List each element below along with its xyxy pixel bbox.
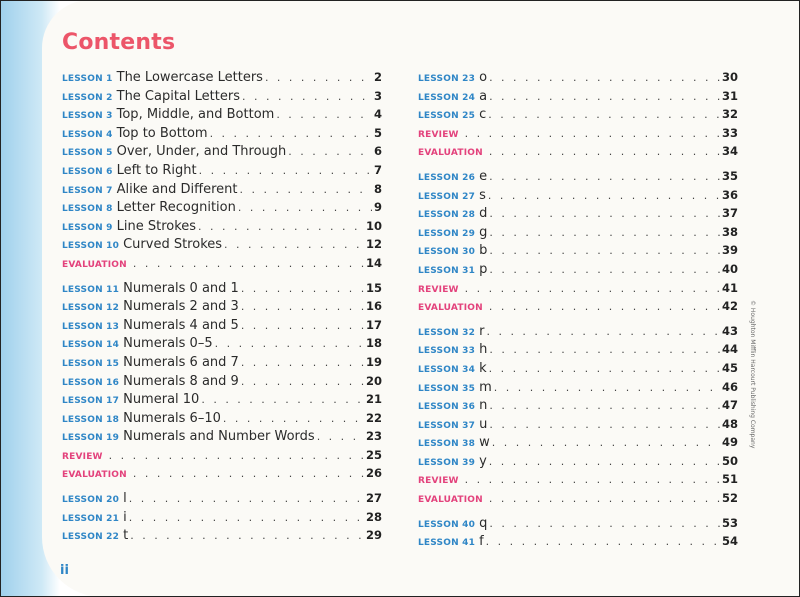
dot-leader (489, 88, 720, 106)
toc-entry (62, 279, 382, 298)
dot-leader (133, 465, 364, 483)
entry-label: EVALUATION (62, 470, 127, 481)
entry-title: Over, Under, and Through (116, 144, 287, 160)
toc-entry (62, 446, 382, 465)
page-number: 39 (721, 243, 738, 258)
dot-leader (489, 242, 720, 260)
page-number: 51 (721, 472, 738, 487)
dot-leader (486, 533, 720, 551)
entry-label: LESSON 11 (62, 284, 120, 295)
toc-entry (418, 68, 738, 87)
entry-title: h (479, 342, 488, 358)
entry-label: LESSON 2 (62, 92, 113, 103)
dot-leader (489, 298, 720, 316)
page-number: 2 (373, 70, 382, 84)
copyright-credit: © Houghton Mifflin Harcourt Publishing Company (749, 300, 756, 449)
dot-leader (238, 199, 372, 217)
toc-entry (62, 372, 382, 391)
entry-title: q (479, 515, 488, 531)
toc-entry (62, 526, 382, 545)
toc-entry (62, 427, 382, 446)
toc-entry (62, 390, 382, 409)
entry-label: LESSON 32 (418, 327, 476, 338)
toc-entry (418, 260, 738, 279)
toc-entry (62, 161, 382, 180)
dot-leader (489, 416, 720, 434)
toc-entry (418, 322, 738, 341)
page-number: 50 (721, 453, 738, 468)
page-number: 38 (721, 224, 738, 239)
page-number: 44 (721, 342, 738, 357)
toc-entry (418, 279, 738, 298)
page-folio: ii (60, 563, 69, 578)
entry-label: REVIEW (418, 284, 459, 295)
entry-title: c (479, 107, 487, 123)
page-number: 25 (365, 447, 382, 462)
toc-entry (62, 334, 382, 353)
toc-entry (418, 167, 738, 186)
entry-label: LESSON 13 (62, 321, 120, 332)
left-toc-column (62, 68, 382, 545)
entry-label: LESSON 9 (62, 222, 113, 233)
toc-entry (418, 142, 738, 161)
dot-leader (489, 490, 720, 508)
dot-leader (489, 261, 720, 279)
toc-entry (418, 452, 738, 471)
entry-title: n (479, 398, 488, 414)
entry-title: a (479, 88, 488, 104)
dot-leader (198, 218, 364, 236)
page-number: 26 (365, 466, 382, 481)
entry-title: Left to Right (116, 162, 197, 178)
dot-leader (288, 143, 372, 161)
dot-leader (489, 515, 720, 533)
toc-entry (418, 415, 738, 434)
page-number: 36 (721, 187, 738, 202)
page-number: 15 (365, 280, 382, 295)
entry-label: LESSON 8 (62, 204, 113, 215)
entry-label: LESSON 22 (62, 532, 120, 543)
dot-leader (492, 434, 720, 452)
dot-leader (489, 397, 720, 415)
toc-entry (62, 254, 382, 273)
toc-entry (62, 105, 382, 124)
entry-title: Top, Middle, and Bottom (116, 107, 275, 123)
toc-entry (62, 464, 382, 483)
dot-leader (240, 181, 372, 199)
page-number: 52 (721, 491, 738, 506)
toc-entry (62, 353, 382, 372)
entry-title: Numerals 4 and 5 (123, 317, 239, 333)
page-number: 27 (365, 491, 382, 506)
toc-entry (62, 297, 382, 316)
toc-entry (62, 180, 382, 199)
page-number: 49 (721, 435, 738, 450)
dot-leader (215, 335, 364, 353)
entry-label: LESSON 41 (418, 538, 476, 549)
dot-leader (241, 373, 364, 391)
entry-label: EVALUATION (418, 303, 483, 314)
toc-entry (418, 470, 738, 489)
page-number: 23 (365, 429, 382, 444)
toc-entry (62, 235, 382, 254)
entry-label: LESSON 14 (62, 340, 120, 351)
toc-entry (418, 489, 738, 508)
toc-entry (62, 217, 382, 236)
page-number: 22 (365, 410, 382, 425)
dot-leader (224, 236, 364, 254)
toc-entry (418, 359, 738, 378)
entry-label: LESSON 24 (418, 92, 476, 103)
page-number: 29 (365, 528, 382, 543)
entry-title: d (479, 206, 488, 222)
page-number: 7 (373, 162, 382, 177)
dot-leader (201, 391, 364, 409)
page-number: 53 (721, 515, 738, 530)
dot-leader (494, 379, 720, 397)
entry-title: Numerals 0–5 (123, 336, 213, 352)
page-number: 6 (373, 144, 382, 159)
dot-leader (489, 168, 720, 186)
toc-entry (62, 142, 382, 161)
entry-title: m (479, 379, 492, 395)
entry-title: s (479, 187, 486, 203)
toc-entry (62, 508, 382, 527)
page-number: 14 (365, 255, 382, 270)
entry-label: LESSON 1 (62, 74, 113, 84)
toc-entry (62, 198, 382, 217)
page-number: 18 (365, 336, 382, 351)
entry-label: EVALUATION (62, 259, 127, 270)
entry-label: LESSON 20 (62, 495, 120, 506)
toc-entry (418, 378, 738, 397)
page-number: 45 (721, 360, 738, 375)
page-number: 8 (373, 181, 382, 196)
toc-entry (418, 396, 738, 415)
entry-label: LESSON 5 (62, 148, 113, 159)
toc-entry (418, 223, 738, 242)
entry-title: r (479, 323, 485, 339)
dot-leader (242, 88, 372, 106)
dot-leader (276, 106, 372, 124)
dot-leader (129, 509, 364, 527)
dot-leader (109, 447, 364, 465)
entry-title: Alike and Different (116, 181, 238, 197)
dot-leader (489, 143, 720, 161)
page-number: 46 (721, 379, 738, 394)
toc-entry (418, 297, 738, 316)
page-number: 31 (721, 88, 738, 103)
entry-label: EVALUATION (418, 148, 483, 159)
dot-leader (317, 428, 364, 446)
page-number: 19 (365, 354, 382, 369)
toc-entry (418, 204, 738, 223)
dot-leader (241, 317, 364, 335)
entry-title: Numerals 6–10 (123, 410, 221, 426)
entry-title: i (123, 509, 127, 525)
toc-entry (62, 316, 382, 335)
page-number: 21 (365, 392, 382, 407)
entry-label: LESSON 37 (418, 420, 476, 431)
entry-title: Curved Strokes (123, 237, 223, 253)
dot-leader (488, 187, 720, 205)
dot-leader (489, 69, 720, 87)
entry-title: Numeral 10 (123, 392, 200, 408)
entry-label: LESSON 29 (418, 228, 476, 239)
toc-entry (418, 532, 738, 551)
entry-label: LESSON 3 (62, 111, 113, 122)
page-number: 10 (365, 218, 382, 233)
page-title: Contents (62, 30, 176, 55)
entry-label: REVIEW (418, 129, 459, 140)
entry-title: g (479, 224, 488, 240)
entry-label: LESSON 33 (418, 346, 476, 357)
entry-title: w (479, 435, 490, 451)
entry-label: LESSON 34 (418, 364, 476, 375)
entry-label: LESSON 28 (418, 210, 476, 221)
entry-title: Numerals 6 and 7 (123, 354, 239, 370)
dot-leader (489, 205, 720, 223)
entry-title: Numerals and Number Words (123, 429, 315, 445)
toc-entry (418, 241, 738, 260)
entry-title: Top to Bottom (116, 125, 208, 141)
page-number: 3 (373, 88, 382, 103)
dot-leader (488, 106, 720, 124)
page-number: 54 (721, 534, 738, 549)
entry-label: LESSON 15 (62, 358, 120, 369)
toc-entry (418, 186, 738, 205)
entry-title: o (479, 70, 488, 85)
entry-label: LESSON 16 (62, 377, 120, 388)
page-number: 34 (721, 144, 738, 159)
dot-leader (130, 527, 364, 545)
entry-label: LESSON 7 (62, 185, 113, 196)
page-number: 43 (721, 323, 738, 338)
entry-label: LESSON 31 (418, 265, 476, 276)
toc-entry (418, 87, 738, 106)
entry-label: LESSON 39 (418, 457, 476, 468)
toc-entry (418, 340, 738, 359)
page-number: 33 (721, 125, 738, 140)
entry-title: l (123, 491, 127, 507)
dot-leader (241, 298, 364, 316)
entry-title: e (479, 168, 488, 184)
toc-entry (418, 433, 738, 452)
entry-title: Letter Recognition (116, 200, 236, 216)
page-number: 16 (365, 299, 382, 314)
entry-title: Line Strokes (116, 218, 197, 234)
toc-entry (62, 409, 382, 428)
entry-title: Numerals 2 and 3 (123, 299, 239, 315)
page-number: 47 (721, 398, 738, 413)
dot-leader (486, 323, 720, 341)
entry-title: Numerals 8 and 9 (123, 373, 239, 389)
page-number: 41 (721, 280, 738, 295)
entry-label: LESSON 26 (418, 172, 476, 183)
toc-entry (62, 124, 382, 143)
entry-label: LESSON 30 (418, 247, 476, 258)
entry-title: u (479, 416, 488, 432)
page-number: 5 (373, 125, 382, 140)
dot-leader (465, 125, 720, 143)
entry-title: The Lowercase Letters (116, 70, 263, 85)
right-toc-column (418, 68, 738, 551)
dot-leader (129, 490, 364, 508)
toc-entry (418, 105, 738, 124)
page-number: 35 (721, 168, 738, 183)
page-number: 40 (721, 261, 738, 276)
dot-leader (465, 471, 720, 489)
page-number: 32 (721, 107, 738, 122)
entry-title: k (479, 360, 487, 376)
entry-title: b (479, 243, 488, 259)
page-number: 28 (365, 509, 382, 524)
entry-label: LESSON 27 (418, 191, 476, 202)
dot-leader (210, 125, 372, 143)
entry-label: LESSON 4 (62, 129, 113, 140)
entry-label: REVIEW (62, 451, 103, 462)
entry-label: LESSON 36 (418, 402, 476, 413)
dot-leader (199, 162, 372, 180)
entry-title: Numerals 0 and 1 (123, 280, 239, 296)
dot-leader (223, 410, 364, 428)
dot-leader (489, 360, 720, 378)
toc-entry (62, 87, 382, 106)
entry-title: f (479, 534, 484, 550)
page-number: 9 (373, 200, 382, 215)
page-number: 48 (721, 416, 738, 431)
dot-leader (489, 341, 720, 359)
dot-leader (241, 354, 364, 372)
entry-label: LESSON 6 (62, 166, 113, 177)
dot-leader (133, 255, 364, 273)
page-number: 37 (721, 206, 738, 221)
page-number: 17 (365, 317, 382, 332)
entry-title: The Capital Letters (116, 88, 240, 104)
page-number: 42 (721, 299, 738, 314)
toc-entry (62, 68, 382, 87)
dot-leader (265, 69, 372, 87)
entry-label: LESSON 40 (418, 519, 476, 530)
entry-label: LESSON 35 (418, 383, 476, 394)
entry-label: REVIEW (418, 476, 459, 487)
entry-title: p (479, 261, 488, 277)
toc-entry (62, 489, 382, 508)
entry-label: LESSON 12 (62, 303, 120, 314)
entry-title: t (123, 528, 129, 544)
entry-label: EVALUATION (418, 495, 483, 506)
entry-label: LESSON 38 (418, 439, 476, 450)
toc-entry (418, 124, 738, 143)
entry-label: LESSON 23 (418, 74, 476, 84)
dot-leader (489, 453, 720, 471)
entry-label: LESSON 17 (62, 396, 120, 407)
entry-label: LESSON 25 (418, 111, 476, 122)
toc-entry (418, 514, 738, 533)
entry-label: LESSON 21 (62, 513, 120, 524)
dot-leader (465, 280, 720, 298)
page-number: 12 (365, 237, 382, 252)
dot-leader (241, 280, 364, 298)
page-number: 20 (365, 373, 382, 388)
entry-title: y (479, 453, 487, 469)
dot-leader (489, 224, 720, 242)
entry-label: LESSON 10 (62, 241, 120, 252)
entry-label: LESSON 18 (62, 414, 120, 425)
entry-label: LESSON 19 (62, 433, 120, 444)
page-number: 4 (373, 107, 382, 122)
page-number: 30 (721, 70, 738, 84)
